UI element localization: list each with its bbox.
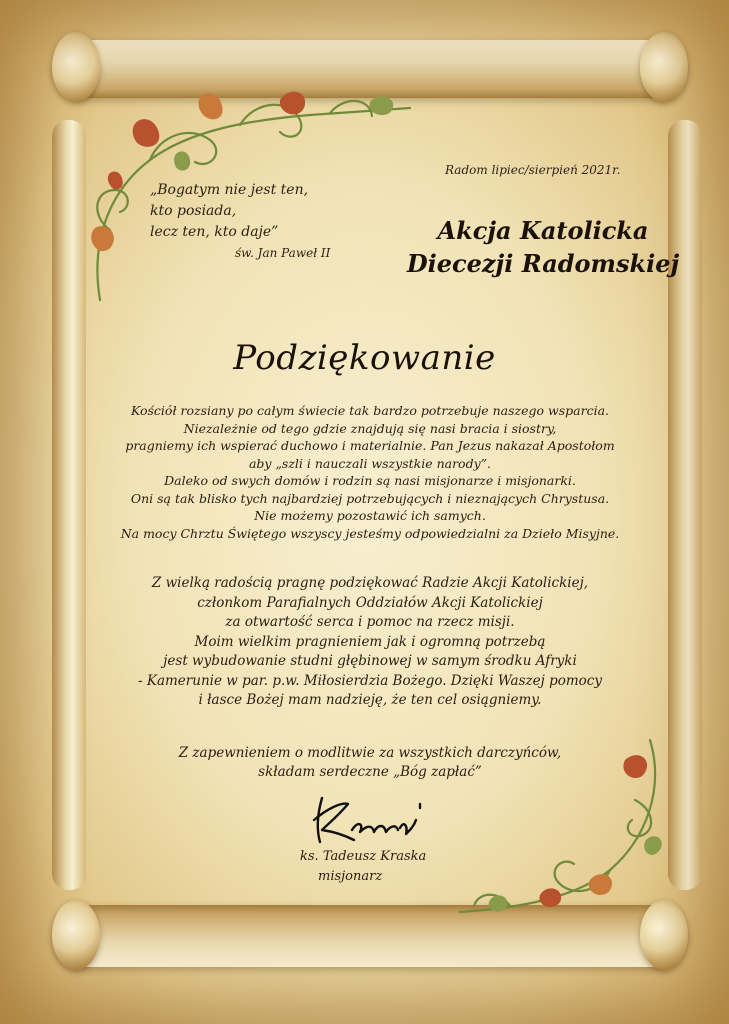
page-title: Podziękowanie: [233, 338, 496, 378]
text-line: Oni są tak blisko tych najbardziej potrzebujących i nieznających Chrystusa.: [130, 490, 610, 506]
signer-name: ks. Tadeusz Kraska: [300, 849, 427, 864]
quote-line: lecz ten, kto daje”: [150, 224, 279, 240]
papal-quote: [150, 180, 380, 264]
paragraph-thanks: [70, 574, 670, 711]
organization-line: Akcja Katolicka: [437, 216, 649, 245]
text-line: Kościół rozsiany po całym świecie tak bardzo potrzebuje naszego wsparcia.: [130, 403, 610, 418]
text-line: za otwartość serca i pomoc na rzecz misji.: [225, 614, 515, 630]
scroll-bottom-left-end: [52, 900, 100, 970]
scroll-top-right-end: [640, 32, 688, 102]
text-line: Z wielką radością pragnę podziękować Radzie Akcji Katolickiej,: [151, 575, 589, 591]
quote-line: kto posiada,: [150, 203, 237, 219]
text-line: Moim wielkim pragnieniem jak i ogromną potrzebą: [194, 633, 546, 650]
text-line: jest wybudowanie studni głębinowej w samym środku Afryki: [163, 653, 577, 669]
quote-line: „Bogatym nie jest ten,: [150, 182, 309, 198]
text-line: Z zapewnieniem o modlitwie za wszystkich darczyńców,: [178, 745, 562, 761]
quote-author: św. Jan Paweł II: [235, 246, 331, 260]
organization-line: Diecezji Radomskiej: [406, 249, 680, 278]
text-line: Niezależnie od tego gdzie znajdują się nasi bracia i siostry,: [183, 420, 557, 436]
signer-role: misjonarz: [318, 869, 383, 884]
text-line: członkom Parafialnych Oddziałów Akcji Katolickiej: [197, 594, 543, 611]
text-line: i łasce Bożej mam nadzieję, że ten cel osiągniemy.: [198, 692, 542, 708]
paragraph-closing: [70, 744, 670, 782]
signer-block: [300, 847, 500, 887]
organization-name: [398, 214, 688, 280]
text-line: - Kamerunie w par. p.w. Miłosierdzia Bożego. Dzięki Waszej pomocy: [138, 672, 602, 689]
text-line: aby „szli i nauczali wszystkie narody”.: [248, 455, 492, 471]
text-line: Daleko od swych domów i rodzin są nasi misjonarze i misjonarki.: [164, 473, 576, 488]
handwritten-signature-icon: [308, 790, 428, 850]
text-line: Na mocy Chrztu Świętego wszyscy jesteśmy odpowiedzialni za Dzieło Misyjne.: [120, 525, 620, 541]
letter-date: Radom lipiec/sierpień 2021r.: [445, 163, 621, 177]
text-line: pragniemy ich wspierać duchowo i materialnie. Pan Jezus nakazał Apostołom: [125, 438, 615, 453]
text-line: Nie możemy pozostawić ich samych.: [254, 508, 486, 523]
paragraph-mission-support: [70, 402, 670, 542]
text-line: składam serdeczne „Bóg zapłać”: [258, 764, 482, 780]
